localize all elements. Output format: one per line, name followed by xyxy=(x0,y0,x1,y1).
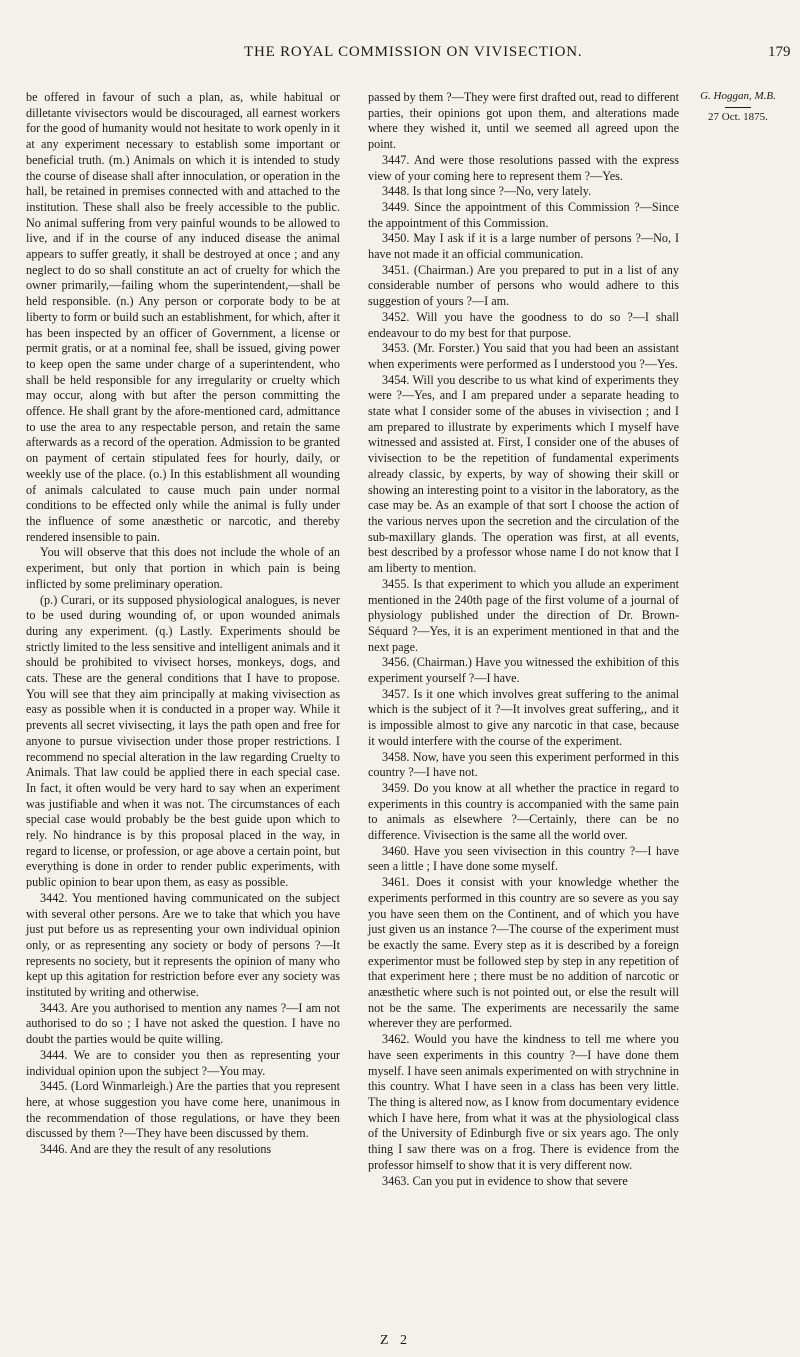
left-column xyxy=(26,90,340,1158)
paragraph: 3461. Does it consist with your knowledge whether the experiments performed in this country are so severe as you say you have seen them on the Continent, and of which you have just given us an instance ?—The course of the experiment must be exactly the same. Every step as it is described by a foreign experimentor must be followed step by step in any repetition of that experiment here ; there must be no addition of narcotic or anæsthetic where such is not pointed out, or else the result will not be the same. The experiments are necessarily the same wherever they are performed. xyxy=(368,875,679,1031)
paragraph: 3451. (Chairman.) Are you prepared to put in a list of any considerable number of persons who would adhere to this suggestion of yours ?—I am. xyxy=(368,262,679,309)
paragraph: 3452. Will you have the goodness to do so ?—I shall endeavour to do my best for that purpose. xyxy=(368,309,679,340)
paragraph: 3448. Is that long since ?—No, very lately. xyxy=(382,184,592,199)
page-header xyxy=(0,44,800,68)
witness-name: G. Hoggan, M.B. xyxy=(700,90,776,102)
paragraph: 3463. Can you put in evidence to show that severe xyxy=(382,1173,628,1188)
paragraph: 3454. Will you describe to us what kind of experiments they were ?—Yes, and I am prepared under a separate heading to state what I consider some of the abuses in vivisection ; and I am prepared to illustrate by experiments which I myself have witnessed and assisted at. First, I consider one of the abuses of vivisection to be the repetition of fundamental experiments already classic, by experts, by way of showing their skill or showing an interesting point to a visitor in the laboratory, as the case may be. As an example of that sort I choose the action of the various nerves upon the secretion and the circulation of the sub-maxillary glands. The operation was first, at all events, best described by a professor whose name I do not know that I am liberty to mention. xyxy=(368,372,679,576)
paragraph: passed by them ?—They were first drafted out, read to different parties, their opinions got upon them, and alterations made where they wished it, until we seemed all agreed upon the point. xyxy=(368,90,679,152)
paragraph: 3449. Since the appointment of this Commission ?—Since the appointment of this Commission. xyxy=(368,199,679,230)
paragraph: 3442. You mentioned having communicated on the subject with several other persons. Are we to take that which you have just put before us as representing your own individual opinion only, or as representing any society or body of persons ?—It represents no society, but it represents the opinion of many who kept up this agitation for restriction before ever any society was instituted by writing and otherwise. xyxy=(26,890,340,1000)
paragraph: 3458. Now, have you seen this experiment performed in this country ?—I have not. xyxy=(368,749,679,780)
page-number: 179 xyxy=(768,44,791,60)
paragraph: be offered in favour of such a plan, as, while habitual or dilletante vivisectors would be discouraged, all earnest workers for the good of humanity would not hesitate to work openly in it at any experiment necessary to establish some important or beneficial truth. (m.) Animals on which it is intended to study the course of disease shall after innoculation, or operation in the hall, be retained in premises connected with and attached to the institution. These shall also be freely accessible to the public. No animal suffering from very painful wounds to be allowed to live, and if in the course of any induced disease the animal appears to suffer greatly, it shall be destroyed at once ; and any neglect to do so shall constitute an act of cruelty for which the owner primarily,—failing whom the superintendent,—shall be held responsible. (n.) Any person or corporate body to be at liberty to form or build such an establishment, for which, after it has been inspected by an officer of Government, a license or permit gratis, or at a nominal fee, shall be issued, giving power to keep open the same under charge of a superintendent, who shall be held responsible for any irregularity or cruelty which may occur, along with but after the person committing the offence. He shall grant by the afore-mentioned card, admittance to use the area to any respectable person, and retain the same afterwards as a record of the operation. Admission to be granted on payment of certain stipulated fees for hourly, daily, or weekly use of the place. (o.) In this establishment all wounding of animals calculated to cause much pain under normal conditions to be effected only while the animal is fully under the influence of some anæsthetic or narcotic, and thereby rendered insensible to pain. xyxy=(26,90,340,544)
signature-mark: Z 2 xyxy=(380,1333,412,1348)
paragraph: 3456. (Chairman.) Have you witnessed the exhibition of this experiment yourself ?—I have. xyxy=(368,655,679,686)
paragraph: You will observe that this does not include the whole of an experiment, but only that portion in which pain is being inflicted by some preliminary operation. xyxy=(26,545,340,591)
paragraph: (p.) Curari, or its supposed physiological analogues, is never to be used during wounding of, or upon wounded animals during any experiment. (q.) Lastly. Experiments should be strictly limited to the less sensitive and intelligent animals and it should be prohibited to vivisect horses, monkeys, dogs, and cats. These are the general conditions that I have to propose. You will see that they aim principally at making vivisection as easy as possible when it is conducted in a proper way. While it prevents all secret vivisecting, it lays the path open and free for anyone to pursue vivisection under those proper restrictions. I recommend no special alteration in the law regarding Cruelty to Animals. That law could be applied there in each special case. In fact, it often would be very hard to say when an experiment was justifiable and when it was not. The circumstances of each special case would probably be the best guide upon which to rely. No hindrance is by this proposal placed in the way, in regard to license, or profession, or age above a certain point, but everything is done in order to render public experiments, with public opinion to bear upon them, as easy as possible. xyxy=(26,592,340,890)
paragraph: 3447. And were those resolutions passed with the express view of your coming here to represent them ?—Yes. xyxy=(368,152,679,183)
paragraph: 3462. Would you have the kindness to tell me where you have seen experiments in this country ?—I have done them myself. I have seen animals experimented on with strychnine in this country. What I have seen in a class has been very little. The thing is altered now, as I know from documentary evidence which I have here, from what it was at the physiological class of the University of Edinburgh five or six years ago. The only thing I saw there was on a frog. There is evidence from the professor himself to show that it is very different now. xyxy=(368,1032,679,1172)
paragraph: 3457. Is it one which involves great suffering to the animal which is the subject of it ?—It involves great suffering,, and it is impossible almost to give any narcotic in that case, because it would interfere with the course of the experiment. xyxy=(368,686,679,748)
paragraph: 3444. We are to consider you then as representing your individual opinion upon the subject ?—You may. xyxy=(26,1047,340,1078)
divider xyxy=(725,107,751,108)
paragraph: 3443. Are you authorised to mention any names ?—I am not authorised to do so ; I have not asked the question. I have no doubt the parties would be quite willing. xyxy=(26,1000,340,1047)
paragraph: 3455. Is that experiment to which you allude an experiment mentioned in the 240th page of the first volume of a journal of physiology published under the direction of Dr. Brown-Séquard ?—Yes, it is an experiment mentioned in that and the next page. xyxy=(368,576,679,654)
paragraph: 3446. And are they the result of any resolutions xyxy=(40,1142,272,1157)
paragraph: 3453. (Mr. Forster.) You said that you had been an assistant when experiments were performed as I understood you ?—Yes. xyxy=(368,341,679,371)
margin-note xyxy=(692,90,784,124)
running-title: THE ROYAL COMMISSION ON VIVISECTION. xyxy=(244,44,583,60)
session-date: 27 Oct. 1875. xyxy=(708,111,768,123)
paragraph: 3460. Have you seen vivisection in this country ?—I have seen a little ; I have done some myself. xyxy=(368,843,679,874)
right-column xyxy=(368,90,679,1189)
paragraph: 3459. Do you know at all whether the practice in regard to experiments in this country is accompanied with the same pain to animals as elsewhere ?—Certainly, there can be no difference. Vivisection is the same all the world over. xyxy=(368,780,679,843)
paragraph: 3445. (Lord Winmarleigh.) Are the parties that you represent here, at whose suggestion you have come here, unanimous in the recommendation of those regulations, or have they been discussed by them ?—They have been discussed by them. xyxy=(26,1079,340,1141)
paragraph: 3450. May I ask if it is a large number of persons ?—No, I have not made it an official communication. xyxy=(368,231,679,262)
